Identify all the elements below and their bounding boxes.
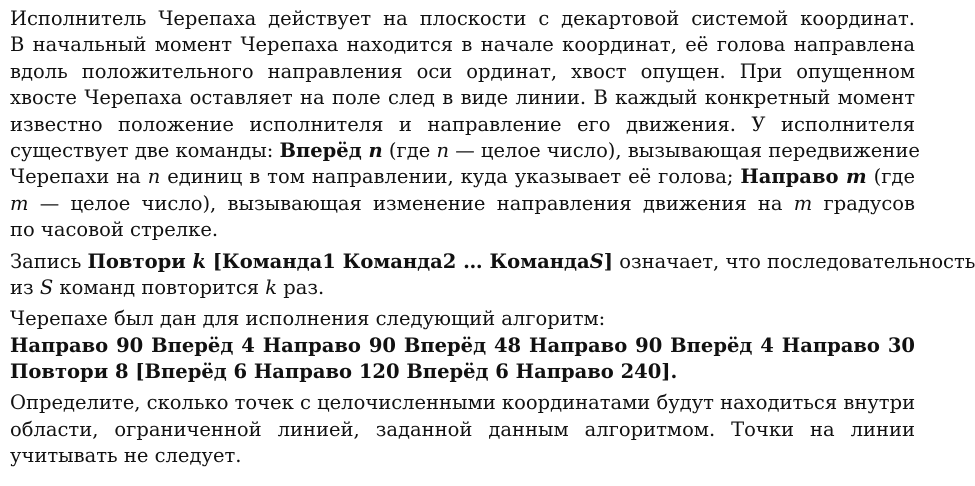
paragraph-description bbox=[10, 6, 920, 244]
paragraph-repeat-definition bbox=[10, 249, 975, 302]
text-line: известно положение исполнителя и направление его движения. У исполнителя bbox=[10, 112, 915, 136]
variable-s: S bbox=[589, 249, 604, 273]
variable-m: m bbox=[793, 191, 813, 215]
variable-n: n bbox=[436, 138, 450, 162]
variable-k: k bbox=[265, 275, 278, 299]
text-span: раз. bbox=[277, 275, 325, 299]
algorithm-intro: Черепахе был дан для исполнения следующий алгоритм: bbox=[10, 307, 606, 331]
variable-n: n bbox=[368, 138, 383, 162]
variable-k: k bbox=[192, 249, 206, 273]
text-span: Запись bbox=[10, 249, 88, 273]
variable-s: S bbox=[39, 275, 54, 299]
command-list: [Команда1 Команда2 … Команда bbox=[205, 249, 590, 273]
algorithm-line: Направо 90 Вперёд 4 Направо 90 Вперёд 48 Направо 90 Вперёд 4 Направо 30 bbox=[10, 333, 915, 357]
text-line: хвосте Черепаха оставляет на поле след в виде линии. В каждый конкретный момент bbox=[10, 86, 915, 110]
text-span: Черепахи на bbox=[10, 165, 148, 189]
text-span: существует две команды: bbox=[10, 138, 280, 162]
text-span: — целое число), вызывающая передвижение bbox=[449, 138, 920, 162]
text-line bbox=[10, 164, 915, 190]
text-line: В начальный момент Черепаха находится в начале координат, её голова направлена bbox=[10, 33, 915, 57]
algorithm-line: Повтори 8 [Вперёд 6 Направо 120 Вперёд 6 Направо 240]. bbox=[10, 360, 678, 384]
text-line bbox=[10, 249, 975, 275]
text-line: учитывать не следует. bbox=[10, 444, 242, 468]
text-span: единиц в том направлении, куда указывает её голова; bbox=[160, 165, 741, 189]
variable-n: n bbox=[147, 165, 161, 189]
text-span: команд повторится bbox=[53, 275, 266, 299]
command-right: Направо bbox=[740, 165, 847, 189]
text-span: градусов bbox=[812, 191, 915, 215]
text-line: по часовой стрелке. bbox=[10, 218, 219, 242]
text-span: (где bbox=[866, 165, 915, 189]
text-span: означает, что последовательность bbox=[613, 249, 975, 273]
text-line bbox=[10, 275, 915, 301]
command-forward: Вперёд bbox=[279, 138, 369, 162]
text-span: — целое число), вызывающая изменение направления движения на bbox=[28, 191, 794, 215]
variable-m: m bbox=[10, 191, 29, 215]
text-span: из bbox=[10, 275, 40, 299]
problem-text bbox=[10, 6, 975, 470]
text-line: Исполнитель Черепаха действует на плоскости с декартовой системой координат. bbox=[10, 7, 915, 30]
paragraph-algorithm bbox=[10, 306, 915, 385]
text-line bbox=[10, 138, 920, 164]
variable-m: m bbox=[846, 165, 867, 189]
text-line bbox=[10, 191, 915, 217]
text-line: Определите, сколько точек с целочисленными координатами будут находиться внутри bbox=[10, 391, 916, 415]
bracket: ] bbox=[603, 249, 613, 273]
paragraph-question bbox=[10, 390, 915, 469]
text-line: области, ограниченной линией, заданной данным алгоритмом. Точки на линии bbox=[10, 417, 915, 441]
command-repeat: Повтори bbox=[87, 249, 193, 273]
text-line: вдоль положительного направления оси ординат, хвост опущен. При опущенном bbox=[10, 59, 915, 83]
text-span: (где bbox=[382, 138, 437, 162]
